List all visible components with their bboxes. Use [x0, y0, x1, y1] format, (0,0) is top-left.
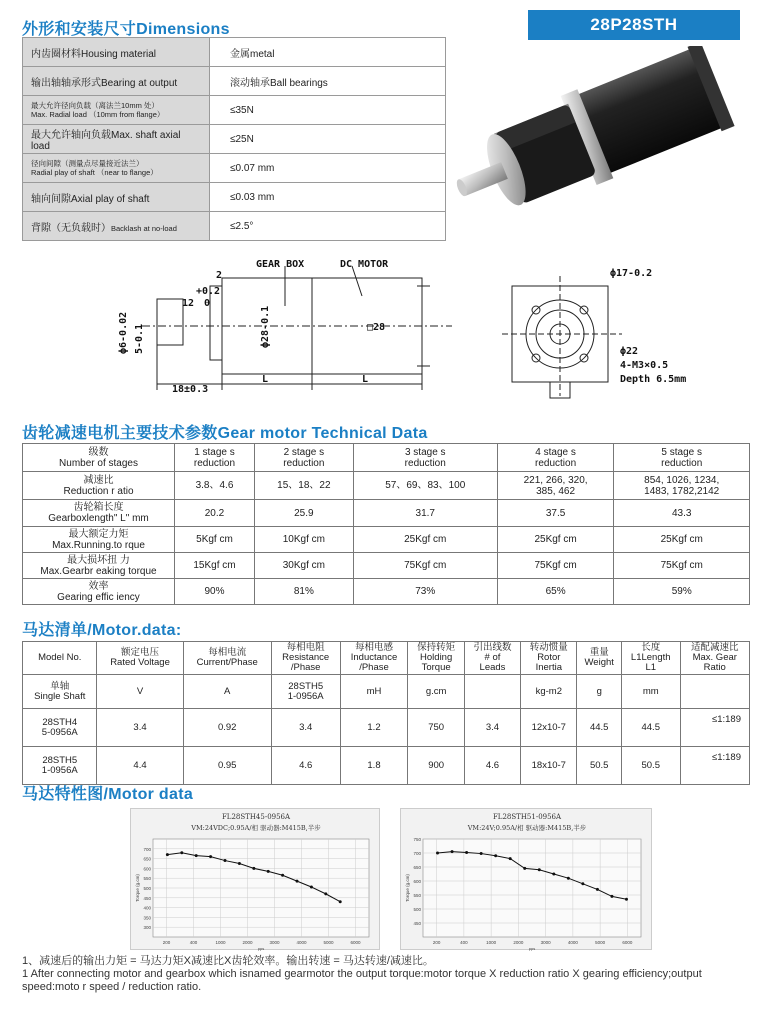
gear-cell: 30Kgf cm	[254, 553, 353, 579]
spec-value: 金属metal	[210, 38, 446, 67]
motor-header-cell	[464, 642, 520, 675]
dim-phi6: ϕ6-0.02	[118, 311, 129, 354]
y-tick-label: 400	[143, 905, 151, 911]
y-tick-label: 700	[143, 846, 151, 852]
leader-line	[352, 266, 362, 296]
gear-cell: 25Kgf cm	[614, 527, 750, 553]
gear-cell: 25.9	[254, 500, 353, 527]
header-en: Max. Gear Ratio	[692, 652, 737, 673]
spec-row	[23, 38, 446, 67]
data-point	[596, 888, 599, 891]
gear-row	[23, 500, 750, 527]
spec-row	[23, 212, 446, 241]
dim-depth: Depth 6.5mm	[620, 374, 687, 385]
label-en: Max.Gearbr eaking torque	[40, 565, 157, 577]
x-tick-label: 400	[189, 940, 198, 945]
motor-header-cell	[271, 642, 340, 675]
chart-panel-1	[130, 808, 380, 950]
motor-cell: 1.2	[340, 709, 408, 747]
motor-cell: 44.5	[577, 709, 622, 747]
spec-key: 内齿圈材料Housing material	[23, 38, 210, 67]
data-point	[195, 854, 198, 857]
spec-table	[22, 37, 446, 241]
motor-cell: 28STH4 5-0956A	[23, 709, 97, 747]
spec-row	[23, 125, 446, 154]
motor-unit-cell: 单轴 Single Shaft	[23, 675, 97, 709]
spec-key-cn: 最大允许径向负载（离法兰10mm 处）	[31, 101, 159, 110]
data-point	[180, 851, 183, 854]
dim-5: 5-0.1	[134, 323, 145, 354]
label-cn: 最大额定力矩	[68, 528, 129, 540]
data-point	[625, 898, 628, 901]
label-cn: 级数	[88, 446, 109, 458]
spec-row	[23, 96, 446, 125]
header-en: Current/Phase	[196, 657, 258, 668]
chart-title: FL28STH51-0956A	[492, 813, 562, 821]
gear-cell: 75Kgf cm	[614, 553, 750, 579]
motor-unit-cell: A	[183, 675, 271, 709]
gear-row	[23, 579, 750, 605]
y-tick-label: 450	[143, 895, 151, 901]
spec-key: 最大允许轴向负载Max. shaft axial load	[23, 125, 210, 154]
spec-value: ≤35N	[210, 96, 446, 125]
model-badge: 28P28STH	[528, 10, 740, 40]
label-en: Number of stages	[59, 457, 138, 469]
data-point	[509, 857, 512, 860]
label-cn: 减速比	[83, 474, 114, 486]
y-tick-label: 350	[143, 915, 151, 921]
label-cn: 效率	[88, 580, 109, 592]
spec-key	[23, 154, 210, 183]
motor-header-cell	[97, 642, 183, 675]
torque-chart-1	[131, 809, 381, 951]
motor-cell: 4.6	[271, 747, 340, 785]
motor-cell: 750	[408, 709, 464, 747]
x-tick-label: 200	[162, 940, 171, 945]
spec-key-cn: 径向间隙（测量点尽量接近法兰）	[31, 159, 144, 168]
note-en: 1 After connecting motor and gearbox which isnamed gearmotor the output torque:motor torque X reduction ratio X gearing efficiency;output speed:moto r speed / reduction ratio.	[22, 968, 702, 993]
x-tick-label: 6000	[622, 940, 633, 945]
gear-cell: 15Kgf cm	[175, 553, 255, 579]
motor-header-cell	[340, 642, 408, 675]
gear-cell: 20.2	[175, 500, 255, 527]
notes	[22, 955, 752, 994]
motor-header-cell	[408, 642, 464, 675]
gear-cell: 37.5	[497, 500, 614, 527]
dim-0: 0	[204, 298, 211, 309]
gear-row	[23, 553, 750, 579]
x-tick-label: 4000	[296, 940, 307, 945]
spec-key	[23, 96, 210, 125]
dim-m3: 4-M3×0.5	[620, 360, 669, 371]
data-point	[166, 853, 169, 856]
data-point	[296, 880, 299, 883]
gear-cell: 73%	[353, 579, 497, 605]
spec-value: ≤2.5°	[210, 212, 446, 241]
gear-cell: 75Kgf cm	[353, 553, 497, 579]
flange-drawing	[210, 286, 222, 360]
header-cn: 长度	[641, 642, 661, 653]
motor-cell: ≤1:189	[680, 709, 749, 747]
gear-cell: 4 stage s reduction	[497, 444, 614, 472]
x-tick-label: 3000	[269, 940, 280, 945]
motor-unit-cell: g	[577, 675, 622, 709]
header-cn: 额定电压	[121, 647, 160, 658]
motor-row	[23, 709, 750, 747]
data-point	[339, 900, 342, 903]
dim-phi17: ϕ17-0.2	[610, 268, 653, 279]
y-tick-label: 600	[413, 879, 421, 884]
spec-value: ≤0.03 mm	[210, 183, 446, 212]
torque-chart-2	[401, 809, 653, 951]
gearmotor-photo	[448, 46, 748, 256]
x-tick-label: 1000	[486, 940, 497, 945]
data-point	[436, 852, 439, 855]
label-en: Gearing effic iency	[57, 591, 140, 603]
dim-phi28: ϕ28-0.1	[260, 305, 271, 348]
gear-row	[23, 444, 750, 472]
y-tick-label: 300	[143, 925, 151, 931]
data-point	[465, 851, 468, 854]
gear-cell: 2 stage s reduction	[254, 444, 353, 472]
dim-18: 18±0.3	[172, 384, 209, 395]
spec-key-main: 背隙（无负载时）	[31, 222, 111, 234]
y-tick-label: 750	[413, 837, 421, 842]
gear-cell: 25Kgf cm	[353, 527, 497, 553]
x-tick-label: 3000	[540, 940, 551, 945]
gear-cell: 5 stage s reduction	[614, 444, 750, 472]
dim-phi22: ϕ22	[620, 346, 639, 357]
data-point	[281, 874, 284, 877]
spec-key: 轴向间隙Axial play of shaft	[23, 183, 210, 212]
motor-header-row	[23, 642, 750, 675]
motor-header-cell	[680, 642, 749, 675]
gear-row-label	[23, 444, 175, 472]
gear-cell: 3.8、4.6	[175, 472, 255, 500]
y-tick-label: 550	[143, 876, 151, 882]
chart-subtitle: VM:24V;0.95A/相 驱动器:M415B,半步	[467, 824, 587, 832]
motor-cell: ≤1:189	[680, 747, 749, 785]
motor-cell: 3.4	[271, 709, 340, 747]
x-tick-label: 2000	[242, 940, 253, 945]
gear-cell: 5Kgf cm	[175, 527, 255, 553]
gear-cell: 65%	[497, 579, 614, 605]
data-point	[224, 859, 227, 862]
gear-cell: 1 stage s reduction	[175, 444, 255, 472]
x-tick-label: 1000	[215, 940, 226, 945]
gear-row-label	[23, 472, 175, 500]
motor-unit-cell: mm	[621, 675, 680, 709]
data-point	[538, 868, 541, 871]
motor-cell: 1.8	[340, 747, 408, 785]
spec-row	[23, 154, 446, 183]
data-point	[209, 855, 212, 858]
gear-cell: 15、18、22	[254, 472, 353, 500]
motor-cell: 900	[408, 747, 464, 785]
gear-cell: 25Kgf cm	[497, 527, 614, 553]
motor-unit-cell: V	[97, 675, 183, 709]
chart-title: FL28STH45-0956A	[221, 813, 291, 821]
gear-table	[22, 443, 750, 605]
dim-L1: L	[262, 374, 269, 385]
motor-cell: 4.4	[97, 747, 183, 785]
data-point	[252, 867, 255, 870]
x-tick-label: 6000	[350, 940, 361, 945]
x-axis-label: pps	[257, 946, 265, 951]
dim-2: 2	[216, 270, 223, 281]
y-axis-label: Torque (g.cm)	[135, 874, 140, 902]
motor-unit-cell: mH	[340, 675, 408, 709]
data-point	[238, 862, 241, 865]
spec-key	[23, 212, 210, 241]
spec-key-small: Backlash at no-load	[111, 223, 177, 233]
x-tick-label: 5000	[595, 940, 606, 945]
motor-unit-cell: g.cm	[408, 675, 464, 709]
gear-cell: 221, 266, 320, 385, 462	[497, 472, 614, 500]
data-point	[581, 882, 584, 885]
label-cn: 最大损坏扭 力	[67, 554, 130, 566]
y-tick-label: 600	[143, 866, 151, 872]
y-tick-label: 500	[143, 886, 151, 891]
header-cn: 保持转矩	[417, 642, 456, 653]
motor-cell: 44.5	[621, 709, 680, 747]
spec-key-en: Max. Radial load （10mm from flange）	[31, 110, 165, 119]
header-cn: 引出线数	[473, 642, 512, 653]
gear-cell: 81%	[254, 579, 353, 605]
x-tick-label: 5000	[323, 940, 334, 945]
motor-units-row	[23, 675, 750, 709]
motor-cell: 18x10-7	[521, 747, 577, 785]
y-tick-label: 500	[413, 907, 421, 912]
data-point	[523, 867, 526, 870]
spec-key: 输出轴轴承形式Bearing at output	[23, 67, 210, 96]
motor-header-cell	[183, 642, 271, 675]
x-tick-label: 400	[460, 940, 468, 945]
motor-cell: 50.5	[577, 747, 622, 785]
header-en: Resistance /Phase	[282, 652, 330, 673]
data-point	[480, 852, 483, 855]
dim-L2: L	[362, 374, 369, 385]
motor-cell: 50.5	[621, 747, 680, 785]
y-tick-label: 700	[413, 851, 421, 856]
motor-cell: 28STH5 1-0956A	[23, 747, 97, 785]
y-tick-label: 550	[413, 893, 421, 898]
dc-motor-label: DC MOTOR	[340, 259, 389, 270]
dimension-drawing	[22, 256, 750, 416]
gear-cell: 59%	[614, 579, 750, 605]
spec-value: ≤25N	[210, 125, 446, 154]
motor-data-title: 马达清单/Motor.data:	[22, 622, 182, 639]
gear-cell: 90%	[175, 579, 255, 605]
motor-unit-cell	[464, 675, 520, 709]
chart-subtitle: VM:24VDC;0.95A/相 驱动器:M415B,半步	[191, 824, 321, 832]
y-tick-label: 650	[413, 865, 421, 870]
data-point	[324, 892, 327, 895]
chart-panel-2	[400, 808, 652, 950]
gear-cell: 10Kgf cm	[254, 527, 353, 553]
label-cn: 齿轮箱长度	[73, 502, 124, 513]
gear-cell: 43.3	[614, 500, 750, 527]
header-en: L1Length L1	[630, 652, 671, 673]
gear-box-label: GEAR BOX	[256, 259, 305, 270]
gear-row-label	[23, 553, 175, 579]
gear-cell: 75Kgf cm	[497, 553, 614, 579]
motor-header-cell	[577, 642, 622, 675]
data-point	[552, 873, 555, 876]
chart-section-title: 马达特性图/Motor data	[22, 786, 194, 803]
data-point	[267, 870, 270, 873]
motor-cell: 0.95	[183, 747, 271, 785]
motor-table	[22, 641, 750, 785]
label-en: Gearboxlength" L" mm	[48, 513, 149, 524]
header-cn: 重量	[589, 647, 609, 658]
spec-row	[23, 67, 446, 96]
data-point	[494, 854, 497, 857]
x-tick-label: 2000	[513, 940, 524, 945]
dimensions-title: 外形和安装尺寸Dimensions	[22, 21, 230, 38]
gear-row	[23, 472, 750, 500]
x-tick-label: 4000	[567, 940, 578, 945]
motor-unit-cell: kg-m2	[521, 675, 577, 709]
motor-cell: 3.4	[464, 709, 520, 747]
gear-row-label	[23, 579, 175, 605]
y-axis-label: Torque (g.cm)	[405, 874, 410, 902]
motor-header-cell	[521, 642, 577, 675]
motor-cell: 0.92	[183, 709, 271, 747]
gear-data-title: 齿轮减速电机主要技术参数Gear motor Technical Data	[22, 425, 428, 442]
gear-row-label	[23, 527, 175, 553]
header-en: Rated Voltage	[110, 657, 170, 668]
dim-12: 12	[182, 298, 195, 309]
data-point	[610, 895, 613, 898]
motor-unit-cell: 28STH5 1-0956A	[271, 675, 340, 709]
shaft-drawing	[157, 299, 183, 345]
data-point	[310, 886, 313, 889]
motor-header-cell	[23, 642, 97, 675]
spec-key-en: Radial play of shaft （near to flange）	[31, 168, 158, 177]
y-tick-label: 450	[413, 921, 421, 926]
motor-unit-cell	[680, 675, 749, 709]
motor-cell: 4.6	[464, 747, 520, 785]
gear-row	[23, 527, 750, 553]
x-axis-label: pps	[528, 946, 536, 951]
header-cn: 每相电感	[354, 642, 393, 653]
header-en: Inductance /Phase	[350, 652, 398, 673]
label-en: Max.Running.to rque	[52, 539, 145, 551]
gear-cell: 3 stage s reduction	[353, 444, 497, 472]
header-en: Weight	[584, 657, 614, 668]
motor-cell: 3.4	[97, 709, 183, 747]
data-point	[451, 850, 454, 853]
motor-cell: 12x10-7	[521, 709, 577, 747]
dim-sq28: □28	[367, 322, 386, 333]
header-en: Model No.	[38, 652, 82, 663]
spec-row	[23, 183, 446, 212]
motor-row	[23, 747, 750, 785]
spec-value: ≤0.07 mm	[210, 154, 446, 183]
header-cn: 适配减速比	[691, 642, 739, 653]
header-en: # of Leads	[479, 652, 506, 673]
motor-header-cell	[621, 642, 680, 675]
gear-cell: 31.7	[353, 500, 497, 527]
header-en: Holding Torque	[420, 652, 453, 673]
y-tick-label: 650	[143, 856, 151, 862]
gear-cell: 854, 1026, 1234, 1483, 1782,2142	[614, 472, 750, 500]
gear-row-label	[23, 500, 175, 527]
header-en: Rotor Inertia	[535, 652, 562, 673]
note-cn: 1、减速后的输出力矩 = 马达力矩X减速比X齿轮效率。输出转速 = 马达转速/减速比。	[22, 955, 434, 967]
header-cn: 转动惯量	[529, 642, 568, 653]
spec-value: 滚动轴承Ball bearings	[210, 67, 446, 96]
x-tick-label: 200	[432, 940, 441, 945]
plot-area	[423, 839, 641, 937]
header-cn: 每相电阻	[286, 642, 325, 653]
header-cn: 每相电流	[208, 647, 247, 658]
gear-cell: 57、69、83、100	[353, 472, 497, 500]
dim-plus02: +0.2	[196, 286, 221, 297]
data-point	[567, 877, 570, 880]
label-en: Reduction r atio	[63, 485, 134, 497]
